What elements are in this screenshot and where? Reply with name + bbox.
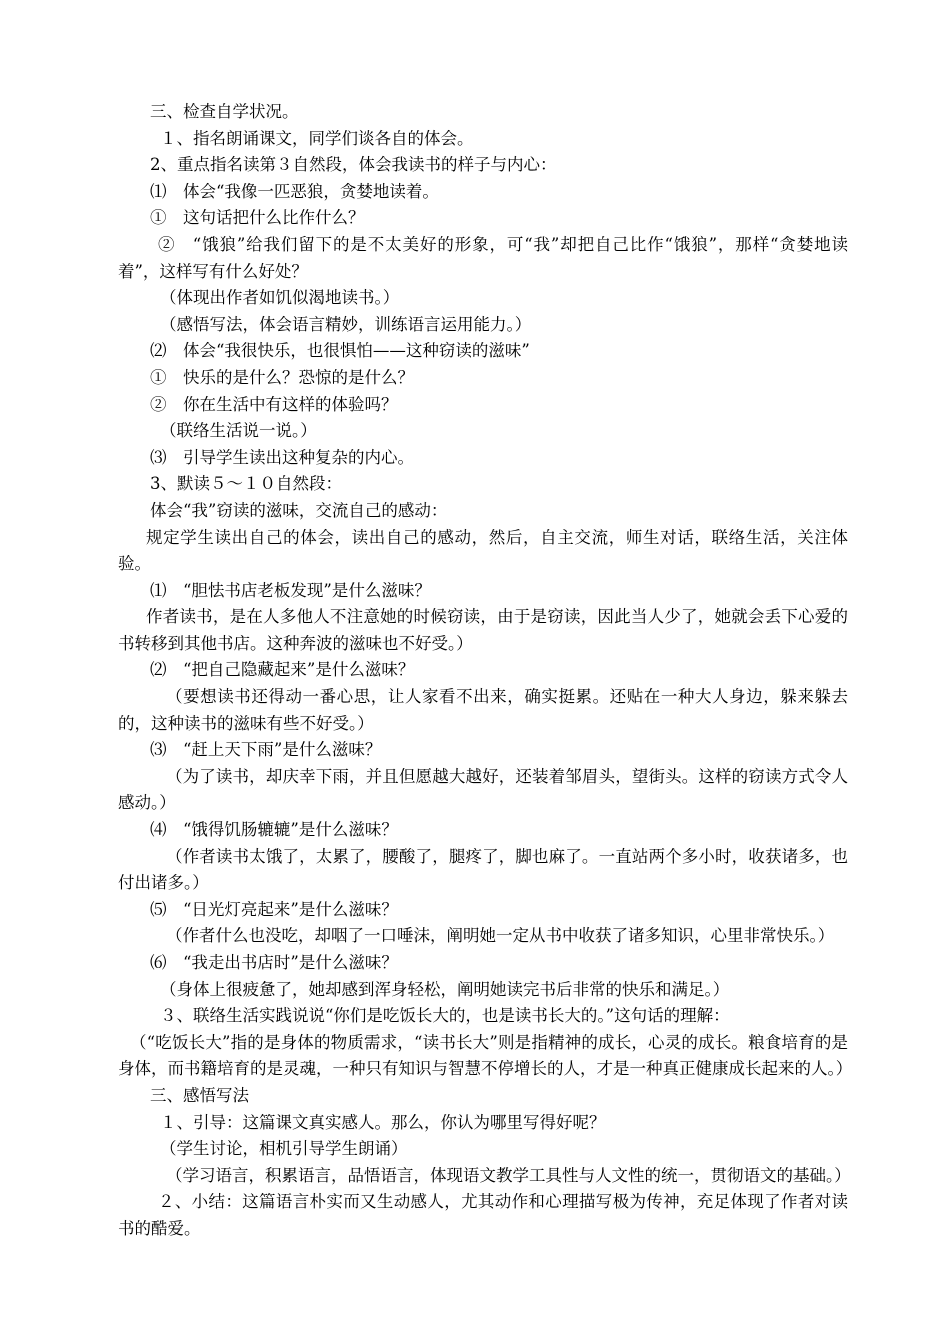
- paragraph: （学生讨论，相机引导学生朗诵）: [160, 1139, 408, 1159]
- paragraph: 体会“我”窃读的滋味，交流自己的感动：: [150, 500, 448, 520]
- list-item: ⑶ “赶上天下雨”是什么滋味？: [150, 740, 382, 760]
- list-item: １、引导：这篇课文真实感人。那么，你认为哪里写得好呢？: [160, 1112, 606, 1132]
- paragraph: （为了读书，却庆幸下雨，并且但愿越大越好，还装着邹眉头，望街头。这样的窃读方式令人感动。）: [118, 766, 848, 813]
- list-item: ⑶ 引导学生读出这种复杂的内心。: [150, 447, 414, 467]
- list-item: ① 这句话把什么比作什么？: [150, 208, 365, 228]
- paragraph: （感悟写法，体会语言精妙，训练语言运用能力。）: [160, 314, 532, 334]
- paragraph: （联络生活说一说。）: [160, 421, 317, 441]
- paragraph: （要想读书还得动一番心思，让人家看不出来，确实挺累。还贴在一种大人身边，躲来躲去的，这种读书的滋味有些不好受。）: [118, 687, 848, 733]
- list-item: ① 快乐的是什么？恐惊的是什么？: [150, 367, 414, 387]
- document-body: [118, 99, 853, 1243]
- list-item: １、指名朗诵课文，同学们谈各自的体会。: [160, 128, 474, 148]
- list-item: ２、小结：这篇语言朴实而又生动感人，尤其动作和心理描写极为传神，充足体现了作者对读书的酷爱。: [118, 1192, 848, 1238]
- paragraph: 规定学生读出自己的体会，读出自己的感动，然后，自主交流，师生对话，联络生活，关注体验。: [118, 527, 848, 574]
- list-item: ⑴ “胆怯书店老板发现”是什么滋味？: [150, 580, 431, 600]
- list-item: ⑵ 体会“我很快乐，也很惧怕——这种窃读的滋味”: [150, 341, 530, 361]
- paragraph: （作者读书太饿了，太累了，腰酸了，腿疼了，脚也麻了。一直站两个多小时，收获诸多，也付出诸多。）: [118, 846, 848, 893]
- paragraph: （体现出作者如饥似渴地读书。）: [160, 288, 400, 308]
- list-item: ３、联络生活实践说说“你们是吃饭长大的，也是读书长大的。”这句话的理解：: [160, 1006, 730, 1026]
- section-heading: 三、检查自学状况。: [150, 102, 299, 121]
- paragraph: （身体上很疲惫了，她却感到浑身轻松，阐明她读完书后非常的快乐和满足。）: [160, 979, 730, 999]
- paragraph: 作者读书，是在人多他人不注意她的时候窃读，由于是窃读，因此当人少了，她就会丢下心爱的书转移到其他书店。这种奔波的滋味也不好受。）: [118, 607, 848, 653]
- section-heading: 三、感悟写法: [150, 1085, 249, 1105]
- list-item: ⑷ “饿得饥肠辘辘”是什么滋味？: [150, 820, 398, 840]
- list-item: 3、默读５～１０自然段：: [150, 474, 342, 494]
- list-item: ⑹ “我走出书店时”是什么滋味？: [150, 953, 398, 972]
- list-item: 2、重点指名读第３自然段，体会我读书的样子与内心：: [150, 155, 557, 175]
- paragraph: （“吃饭长大”指的是身体的物质需求，“读书长大”则是指精神的成长，心灵的成长。粮食培育的是身体，而书籍培育的是灵魂，一种只有知识与智慧不停增长的人，才是一种真正健康成长起来的人。）: [118, 1032, 853, 1079]
- paragraph: （作者什么也没吃，却咽了一口唾沫，阐明她一定从书中收获了诸多知识，心里非常快乐。）: [166, 926, 835, 946]
- list-item: ⑸ “日光灯亮起来”是什么滋味？: [150, 899, 398, 919]
- paragraph: ② “饿狼”给我们留下的是不太美好的形象，可“我”却把自己比作“饿狼”，那样“贪婪地读着”，这样写有什么好处？: [118, 234, 848, 281]
- list-item: ② 你在生活中有这样的体验吗？: [150, 394, 398, 414]
- list-item: ⑵ “把自己隐藏起来”是什么滋味？: [150, 660, 415, 680]
- list-item: ⑴ 体会“我像一匹恶狼，贪婪地读着。: [150, 181, 439, 201]
- paragraph: （学习语言，积累语言，品悟语言，体现语文教学工具性与人文性的统一，贯彻语文的基础。）: [166, 1165, 851, 1185]
